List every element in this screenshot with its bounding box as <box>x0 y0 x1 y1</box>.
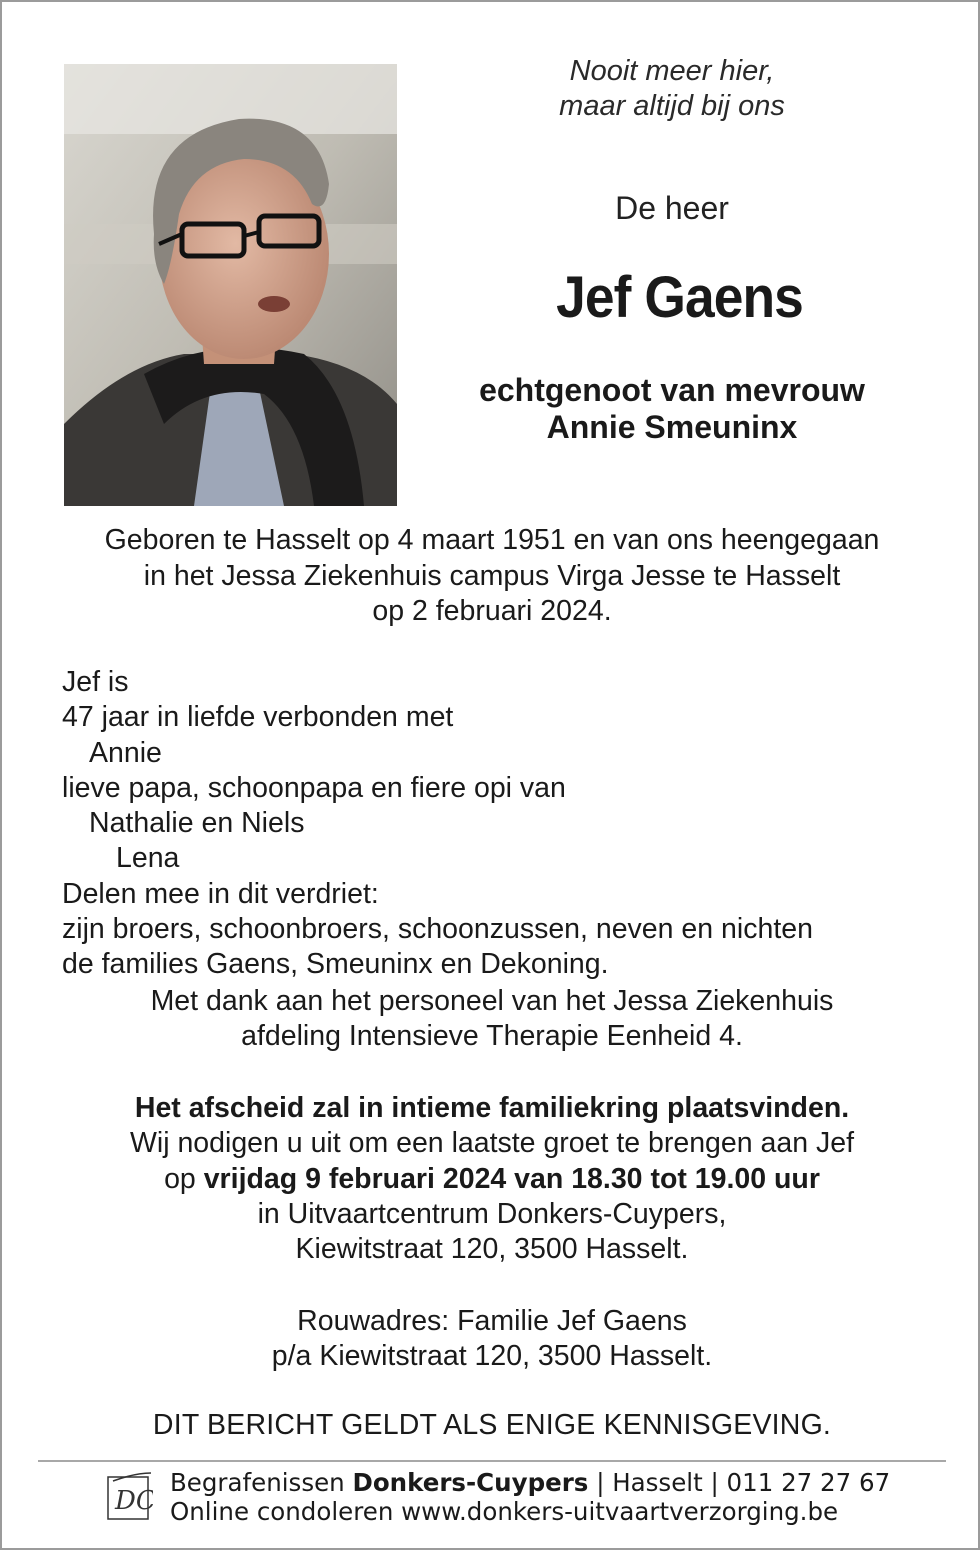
family-line: de families Gaens, Smeuninx en Dekoning. <box>62 948 609 981</box>
born-line: in het Jessa Ziekenhuis campus Virga Jesse te Hasselt <box>143 559 841 592</box>
farewell-date: vrijdag 9 februari 2024 van 18.30 tot 19.00 uur <box>203 1162 820 1195</box>
footer-line-2: Online condoleren www.donkers-uitvaartverzorging.be <box>170 1497 839 1526</box>
company-logo <box>105 1471 153 1523</box>
portrait-illustration <box>64 64 397 506</box>
farewell-line: Kiewitstraat 120, 3500 Hasselt. <box>295 1233 689 1266</box>
logo-icon <box>105 1471 153 1523</box>
born-line: Geboren te Hasselt op 4 maart 1951 en van ons heengegaan <box>104 524 880 556</box>
address-line: Rouwadres: Familie Jef Gaens <box>297 1305 687 1337</box>
family-line: Lena <box>116 842 180 875</box>
born-line: op 2 februari 2024. <box>372 595 612 627</box>
thanks-note <box>42 984 942 1055</box>
family-line: Jef is <box>62 666 129 698</box>
farewell-info <box>42 1091 942 1267</box>
honorific: De heer <box>615 190 729 226</box>
thanks-line: afdeling Intensieve Therapie Eenheid 4. <box>241 1020 743 1053</box>
address-line: p/a Kiewitstraat 120, 3500 Hasselt. <box>271 1340 713 1373</box>
motto-line: Nooit meer hier, <box>569 55 775 87</box>
family-line: lieve papa, schoonpapa en fiere opi van <box>62 771 566 804</box>
mourning-address <box>42 1304 942 1375</box>
footer-prefix: Begrafenissen <box>170 1468 353 1497</box>
footer <box>170 1468 930 1526</box>
logo-letters: DC <box>115 1486 153 1516</box>
farewell-line: in Uitvaartcentrum Donkers-Cuypers, <box>257 1197 727 1230</box>
family-line: zijn broers, schoonbroers, schoonzussen, neven en nichten <box>62 913 813 946</box>
farewell-date-prefix: op <box>164 1162 204 1195</box>
footer-company: Donkers-Cuypers <box>352 1468 589 1497</box>
motto-line: maar altijd bij ons <box>559 90 785 122</box>
family-line: Nathalie en Niels <box>89 807 305 840</box>
family-line: Annie <box>89 736 162 769</box>
spouse-line: echtgenoot van mevrouw <box>479 372 865 408</box>
motto <box>472 54 872 124</box>
divider <box>38 1460 946 1462</box>
spouse-info <box>432 372 912 446</box>
family-line: 47 jaar in liefde verbonden met <box>62 701 454 734</box>
deceased-name: Jef Gaens <box>556 265 803 330</box>
footer-line-1 <box>170 1468 930 1497</box>
birth-death-info <box>42 523 942 630</box>
notice-statement: DIT BERICHT GELDT ALS ENIGE KENNISGEVING. <box>152 1409 832 1441</box>
farewell-heading-text: Het afscheid zal in intieme familiekring plaatsvinden. <box>134 1092 850 1124</box>
farewell-line: Wij nodigen u uit om een laatste groet te brengen aan Jef <box>129 1127 855 1160</box>
farewell-date-line <box>42 1162 942 1197</box>
family-line: Delen mee in dit verdriet: <box>62 877 379 910</box>
footer-contact: | Hasselt | 011 27 27 67 <box>588 1468 891 1497</box>
thanks-line: Met dank aan het personeel van het Jessa Ziekenhuis <box>150 985 834 1017</box>
farewell-heading <box>42 1091 942 1126</box>
spouse-name: Annie Smeuninx <box>546 409 798 445</box>
family-list <box>62 665 942 983</box>
portrait-photo <box>64 64 397 506</box>
